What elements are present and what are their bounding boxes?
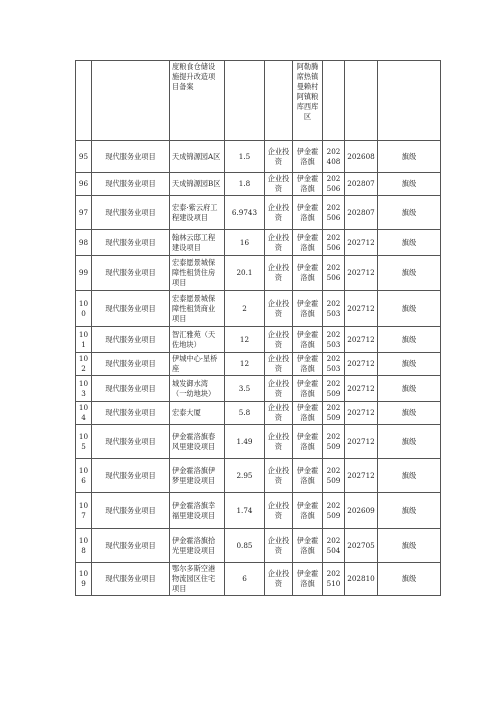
- cell-end-date: 202712: [345, 425, 378, 459]
- cell-industry: 现代服务业项目: [92, 402, 170, 425]
- cell-start-date: [323, 61, 345, 141]
- cell-project-name: 伊金霍洛旗拾光里建设项目: [170, 529, 225, 563]
- cell-industry: 现代服务业项目: [92, 196, 170, 230]
- cell-end-date: 202712: [345, 402, 378, 425]
- cell-investment: 2.95: [225, 459, 265, 493]
- table-row: [76, 291, 441, 327]
- cell-industry: 现代服务业项目: [92, 327, 170, 353]
- cell-location: 伊金霍洛旗: [293, 196, 323, 230]
- cell-project-name: 城发御水湾（一幼地块）: [170, 376, 225, 402]
- cell-project-name: 天成锦源园B区: [170, 173, 225, 196]
- cell-industry: 现代服务业项目: [92, 425, 170, 459]
- cell-industry: 现代服务业项目: [92, 376, 170, 402]
- cell-industry: 现代服务业项目: [92, 141, 170, 173]
- cell-investment-type: 企业投资: [265, 327, 293, 353]
- cell-location: 伊金霍洛旗: [293, 230, 323, 256]
- table-row: [76, 529, 441, 563]
- table-row: [76, 459, 441, 493]
- cell-number: 102: [76, 353, 92, 376]
- cell-project-name: 宏泰大厦: [170, 402, 225, 425]
- cell-investment-type: 企业投资: [265, 141, 293, 173]
- cell-investment: 6.9743: [225, 196, 265, 230]
- cell-investment-type: 企业投资: [265, 563, 293, 596]
- cell-project-name: 翰林云邸工程建设项目: [170, 230, 225, 256]
- cell-end-date: 202712: [345, 256, 378, 291]
- cell-investment-type: 企业投资: [265, 256, 293, 291]
- cell-investment: 1.74: [225, 493, 265, 529]
- cell-number: 100: [76, 291, 92, 327]
- cell-investment-type: 企业投资: [265, 376, 293, 402]
- cell-start-date: 202503: [323, 353, 345, 376]
- cell-level: 旗级: [378, 353, 441, 376]
- table-row: [76, 196, 441, 230]
- cell-level: 旗级: [378, 291, 441, 327]
- cell-project-name: 伊金霍洛旗伊梦里建设项目: [170, 459, 225, 493]
- cell-number: 101: [76, 327, 92, 353]
- cell-start-date: 202506: [323, 256, 345, 291]
- cell-investment: 6: [225, 563, 265, 596]
- cell-location: 伊金霍洛旗: [293, 141, 323, 173]
- cell-end-date: 202705: [345, 529, 378, 563]
- cell-end-date: 202712: [345, 353, 378, 376]
- cell-end-date: 202807: [345, 173, 378, 196]
- cell-level: 旗级: [378, 529, 441, 563]
- cell-industry: 现代服务业项目: [92, 563, 170, 596]
- cell-level: 旗级: [378, 196, 441, 230]
- cell-number: 97: [76, 196, 92, 230]
- cell-start-date: 202503: [323, 291, 345, 327]
- cell-investment-type: 企业投资: [265, 291, 293, 327]
- cell-number: 98: [76, 230, 92, 256]
- cell-investment: 3.5: [225, 376, 265, 402]
- table-row: [76, 376, 441, 402]
- cell-location: 伊金霍洛旗: [293, 425, 323, 459]
- cell-start-date: 202506: [323, 196, 345, 230]
- cell-level: 旗级: [378, 376, 441, 402]
- table-row: [76, 61, 441, 141]
- cell-end-date: 202712: [345, 376, 378, 402]
- cell-level: 旗级: [378, 141, 441, 173]
- cell-number: 108: [76, 529, 92, 563]
- table-row: [76, 353, 441, 376]
- cell-investment: 16: [225, 230, 265, 256]
- cell-start-date: 202509: [323, 425, 345, 459]
- cell-investment-type: 企业投资: [265, 353, 293, 376]
- cell-level: 旗级: [378, 425, 441, 459]
- cell-investment-type: 企业投资: [265, 196, 293, 230]
- table-row: [76, 402, 441, 425]
- cell-industry: 现代服务业项目: [92, 230, 170, 256]
- cell-location: 伊金霍洛旗: [293, 402, 323, 425]
- cell-number: 105: [76, 425, 92, 459]
- cell-level: 旗级: [378, 493, 441, 529]
- cell-number: 107: [76, 493, 92, 529]
- cell-investment: 2: [225, 291, 265, 327]
- cell-location: 伊金霍洛旗: [293, 353, 323, 376]
- table-row: [76, 173, 441, 196]
- table-row: [76, 563, 441, 596]
- table-row: [76, 256, 441, 291]
- cell-location: 伊金霍洛旗: [293, 291, 323, 327]
- cell-level: 旗级: [378, 327, 441, 353]
- cell-investment-type: 企业投资: [265, 230, 293, 256]
- table-row: [76, 327, 441, 353]
- cell-investment: 1.49: [225, 425, 265, 459]
- cell-start-date: 202504: [323, 529, 345, 563]
- cell-location: 伊金霍洛旗: [293, 459, 323, 493]
- cell-investment: 5.8: [225, 402, 265, 425]
- cell-project-name: 伊金霍洛旗春风里建设项目: [170, 425, 225, 459]
- table-row: [76, 141, 441, 173]
- cell-project-name: 度粮食仓储设施提升改造项目备案: [170, 61, 225, 141]
- cell-project-name: 宏泰愿景城保障性租赁商业项目: [170, 291, 225, 327]
- cell-location: 伊金霍洛旗: [293, 256, 323, 291]
- cell-level: 旗级: [378, 230, 441, 256]
- cell-industry: 现代服务业项目: [92, 493, 170, 529]
- cell-start-date: 202503: [323, 327, 345, 353]
- cell-end-date: 202712: [345, 291, 378, 327]
- cell-level: [378, 61, 441, 141]
- cell-investment: 20.1: [225, 256, 265, 291]
- cell-location: 伊金霍洛旗: [293, 376, 323, 402]
- cell-industry: [92, 61, 170, 141]
- cell-level: 旗级: [378, 173, 441, 196]
- cell-project-name: 伊金霍洛旗幸福里建设项目: [170, 493, 225, 529]
- cell-number: 109: [76, 563, 92, 596]
- cell-investment-type: 企业投资: [265, 459, 293, 493]
- cell-project-name: 智汇雅苑（天佐地块）: [170, 327, 225, 353]
- cell-end-date: [345, 61, 378, 141]
- cell-location: 阿勒腾席热镇曼赖村阿镇粮库西库区: [293, 61, 323, 141]
- cell-investment-type: [265, 61, 293, 141]
- table-row: [76, 425, 441, 459]
- cell-end-date: 202712: [345, 327, 378, 353]
- cell-location: 伊金霍洛旗: [293, 493, 323, 529]
- cell-number: 106: [76, 459, 92, 493]
- cell-industry: 现代服务业项目: [92, 256, 170, 291]
- cell-level: 旗级: [378, 402, 441, 425]
- cell-start-date: 202408: [323, 141, 345, 173]
- cell-end-date: 202712: [345, 230, 378, 256]
- cell-investment-type: 企业投资: [265, 402, 293, 425]
- cell-industry: 现代服务业项目: [92, 353, 170, 376]
- cell-location: 伊金霍洛旗: [293, 529, 323, 563]
- cell-number: 95: [76, 141, 92, 173]
- cell-project-name: 天成锦源园A区: [170, 141, 225, 173]
- cell-start-date: 202506: [323, 173, 345, 196]
- cell-location: 伊金霍洛旗: [293, 327, 323, 353]
- cell-start-date: 202509: [323, 459, 345, 493]
- cell-start-date: 202510: [323, 563, 345, 596]
- cell-end-date: 202609: [345, 493, 378, 529]
- cell-number: 99: [76, 256, 92, 291]
- cell-investment: 1.8: [225, 173, 265, 196]
- cell-investment: 12: [225, 353, 265, 376]
- table-row: [76, 493, 441, 529]
- cell-start-date: 202506: [323, 230, 345, 256]
- cell-start-date: 202509: [323, 402, 345, 425]
- cell-industry: 现代服务业项目: [92, 173, 170, 196]
- cell-level: 旗级: [378, 459, 441, 493]
- cell-level: 旗级: [378, 256, 441, 291]
- cell-end-date: 202712: [345, 459, 378, 493]
- cell-level: 旗级: [378, 563, 441, 596]
- cell-investment: 12: [225, 327, 265, 353]
- cell-investment: 0.85: [225, 529, 265, 563]
- cell-investment-type: 企业投资: [265, 173, 293, 196]
- cell-end-date: 202810: [345, 563, 378, 596]
- cell-project-name: 伊城中心·星桥座: [170, 353, 225, 376]
- cell-industry: 现代服务业项目: [92, 459, 170, 493]
- cell-end-date: 202807: [345, 196, 378, 230]
- cell-investment-type: 企业投资: [265, 425, 293, 459]
- cell-investment-type: 企业投资: [265, 529, 293, 563]
- cell-number: 103: [76, 376, 92, 402]
- cell-industry: 现代服务业项目: [92, 291, 170, 327]
- cell-number: 96: [76, 173, 92, 196]
- cell-location: 伊金霍洛旗: [293, 563, 323, 596]
- cell-end-date: 202608: [345, 141, 378, 173]
- cell-investment-type: 企业投资: [265, 493, 293, 529]
- cell-number: [76, 61, 92, 141]
- cell-project-name: 鄂尔多斯空港物流园区住宅项目: [170, 563, 225, 596]
- cell-investment: [225, 61, 265, 141]
- cell-start-date: 202509: [323, 376, 345, 402]
- cell-start-date: 202509: [323, 493, 345, 529]
- table-row: [76, 230, 441, 256]
- project-table: [75, 60, 441, 596]
- cell-project-name: 宏泰愿景城保障性租赁住房项目: [170, 256, 225, 291]
- cell-location: 伊金霍洛旗: [293, 173, 323, 196]
- cell-project-name: 宏泰·紫云府工程建设项目: [170, 196, 225, 230]
- cell-industry: 现代服务业项目: [92, 529, 170, 563]
- cell-number: 104: [76, 402, 92, 425]
- cell-investment: 1.5: [225, 141, 265, 173]
